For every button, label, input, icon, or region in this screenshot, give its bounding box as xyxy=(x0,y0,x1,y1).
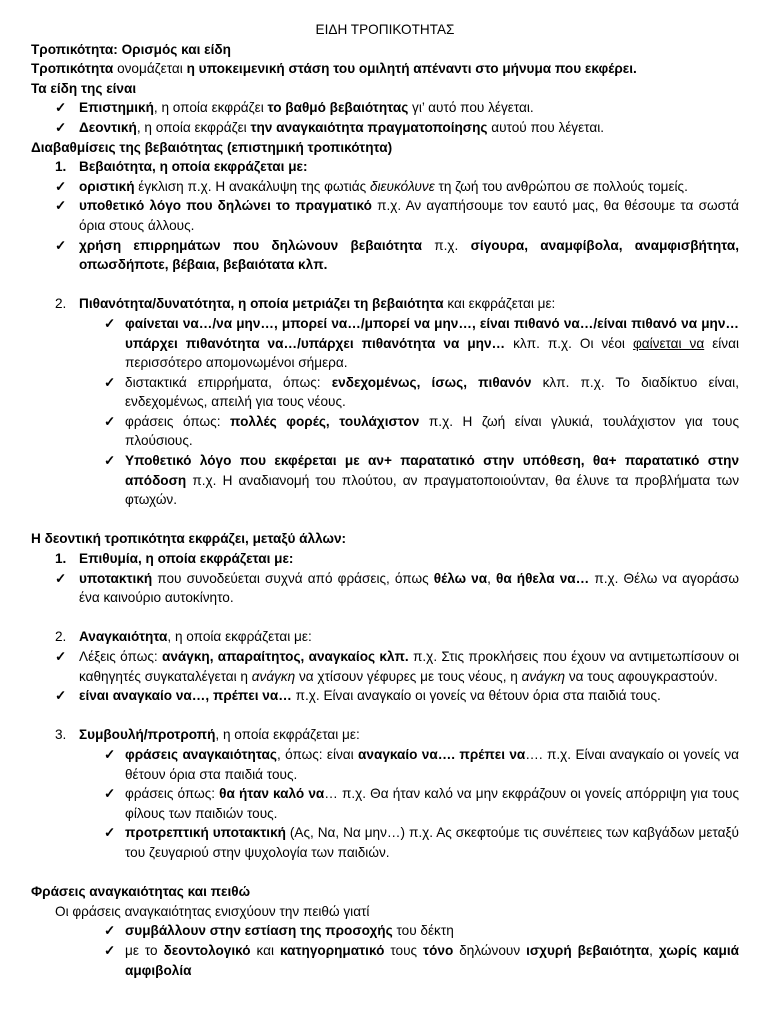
text: είναι αναγκαίο να…, πρέπει να… xyxy=(79,688,292,704)
text: υποτακτική xyxy=(79,570,153,586)
kind-item-deontic xyxy=(31,118,739,138)
definition-heading: Τροπικότητα: Ορισμός και είδη xyxy=(31,41,231,57)
check-icon: ✓ xyxy=(104,413,116,429)
text: θα ήθελα να… xyxy=(495,570,590,586)
text: π.χ. Η ζωή είναι γλυκιά, τουλάχιστον για τους πλούσιους. xyxy=(125,413,739,449)
text: φράσεις αναγκαιότητας xyxy=(125,746,277,762)
text: φράσεις όπως: xyxy=(125,413,231,429)
desire-heading xyxy=(31,549,739,569)
list-number: 3. xyxy=(55,727,67,743)
advice-item-hortative xyxy=(31,823,739,862)
certainty-heading xyxy=(31,157,739,177)
list-number: 1. xyxy=(55,159,67,175)
text: αυτού που λέγεται. xyxy=(487,119,604,135)
persuasion-item-tone xyxy=(31,941,739,980)
persuasion-heading: Φράσεις αναγκαιότητας και πειθώ xyxy=(31,884,251,900)
text: που συνοδεύεται συχνά από φράσεις, όπως xyxy=(152,570,434,586)
text: , η οποία εκφράζεται με: xyxy=(215,727,360,743)
text: συμβάλλουν στην εστίαση της προσοχής xyxy=(125,923,393,939)
text: και εκφράζεται με: xyxy=(443,296,556,312)
persuasion-item-attention xyxy=(31,921,739,941)
necessity-item-must xyxy=(31,686,739,706)
text: Αναγκαιότητα xyxy=(79,629,168,645)
certainty-item-adverbs xyxy=(31,236,739,275)
persuasion-intro: Οι φράσεις αναγκαιότητας ενισχύουν την πειθώ γιατί xyxy=(55,903,370,919)
text: φαίνεται να xyxy=(632,335,705,351)
text: , xyxy=(649,942,659,958)
list-number: 2. xyxy=(55,296,67,312)
necessity-item-words xyxy=(31,647,739,686)
kind-item-epistemic xyxy=(31,98,739,118)
definition-line xyxy=(31,59,739,79)
check-icon: ✓ xyxy=(55,570,67,586)
check-icon: ✓ xyxy=(55,119,67,135)
advice-heading xyxy=(31,725,739,745)
check-icon: ✓ xyxy=(104,923,116,939)
text: να τους αφουγκραστούν. xyxy=(565,668,718,684)
probability-item-phrases xyxy=(31,314,739,373)
probability-item-adverbs xyxy=(31,373,739,412)
text: π.χ. xyxy=(421,237,471,253)
check-icon: ✓ xyxy=(104,453,116,469)
text: Δεοντική xyxy=(79,119,137,135)
check-icon: ✓ xyxy=(104,942,116,958)
probability-item-conditional xyxy=(31,451,739,510)
text: διστακτικά επιρρήματα, όπως: xyxy=(125,374,332,390)
text: Λέξεις όπως: xyxy=(79,649,162,664)
text: , xyxy=(487,570,496,586)
text: π.χ. Αν αγαπήσουμε τον εαυτό μας, θα θέσουμε τα σωστά όρια στους άλλους. xyxy=(79,198,739,233)
text: …. π.χ. Είναι αναγκαίο οι γονείς να θέτουν όρια στα παιδιά τους. xyxy=(125,746,740,782)
text: δεοντολογικό xyxy=(163,942,251,958)
certainty-item-indicative xyxy=(31,177,739,197)
check-icon: ✓ xyxy=(104,746,116,762)
text: ανάγκη xyxy=(521,668,566,684)
gradations-heading: Διαβαθμίσεις της βεβαιότητας (επιστημική τροπικότητα) xyxy=(31,139,393,155)
text: κλπ. π.χ. Το διαδίκτυο είναι, ενδεχομένως, απειλή για τους νέους. xyxy=(125,374,739,410)
document-page xyxy=(31,20,739,980)
check-icon: ✓ xyxy=(104,374,116,390)
text: Υποθετικό λόγο που εκφέρεται με αν+ παρατατικό στην υπόθεση, θα+ παρατατικό στην απόδοση xyxy=(125,453,739,488)
check-icon: ✓ xyxy=(55,178,67,194)
text: φράσεις όπως: xyxy=(125,786,220,802)
text: , η οποία εκφράζει xyxy=(153,100,268,116)
desire-item-subjunctive xyxy=(31,569,739,608)
text: ανάγκη, απαραίτητος, αναγκαίος κλπ. xyxy=(161,649,409,664)
definition-text: η υποκειμενική στάση του ομιλητή απέναντι στο μήνυμα που εκφέρει. xyxy=(186,61,637,77)
text: την αναγκαιότητα πραγματοποίησης xyxy=(250,119,488,135)
text: το βαθμό βεβαιότητας xyxy=(267,100,409,116)
text: π.χ. Θέλω να αγοράσω ένα καινούριο αυτοκίνητο. xyxy=(79,570,739,606)
text: τους xyxy=(384,942,424,958)
deontic-heading: Η δεοντική τροπικότητα εκφράζει, μεταξύ άλλων: xyxy=(31,531,347,547)
list-number: 2. xyxy=(55,629,67,645)
text: διευκόλυνε xyxy=(369,178,435,194)
text: προτρεπτική υποτακτική xyxy=(125,825,286,841)
check-icon: ✓ xyxy=(104,786,116,802)
certainty-item-conditional xyxy=(31,196,739,235)
document-title: ΕΙΔΗ ΤΡΟΠΙΚΟΤΗΤΑΣ xyxy=(315,22,455,37)
term: Τροπικότητα xyxy=(31,61,114,77)
check-icon: ✓ xyxy=(55,649,67,664)
text: γι’ αυτό που λέγεται. xyxy=(408,100,534,116)
check-icon: ✓ xyxy=(104,825,116,841)
text: (Ας, Να, Να μην…) π.χ. Ας σκεφτούμε τις συνέπειες των καβγάδων μεταξύ του ζευγαριού στην ψυχολογία των παιδιών. xyxy=(125,825,739,860)
advice-item-would-be-good xyxy=(31,784,739,823)
text: Βεβαιότητα, η οποία εκφράζεται με: xyxy=(79,159,308,175)
text: δηλώνουν xyxy=(453,942,527,958)
text: σίγουρα, αναμφίβολα, αναμφισβήτητα, οπωσδήποτε, βέβαια, βεβαιότατα κλπ. xyxy=(79,237,739,273)
text: κατηγορηματικό xyxy=(280,942,385,958)
necessity-heading xyxy=(31,627,739,647)
text: π.χ. Είναι αναγκαίο οι γονείς να θέτουν όρια στα παιδιά τους. xyxy=(291,688,661,704)
text: τη ζωή του ανθρώπου σε πολλούς τομείς. xyxy=(434,178,688,194)
check-icon: ✓ xyxy=(55,100,67,116)
text: πολλές φορές, τουλάχιστον xyxy=(230,413,420,429)
text: , η οποία εκφράζεται με: xyxy=(167,629,312,645)
text: θέλω να xyxy=(433,570,488,586)
text: π.χ. Στις προκλήσεις που έχουν να αντιμετωπίσουν οι καθηγητές συγκαταλέγεται η xyxy=(79,649,739,684)
text: , όπως: είναι xyxy=(276,746,359,762)
text: χρήση επιρρημάτων που δηλώνουν βεβαιότητα xyxy=(79,237,422,253)
list-number: 1. xyxy=(55,551,67,567)
check-icon: ✓ xyxy=(55,688,67,704)
text: είναι περισσότερο απομονωμένοι σήμερα. xyxy=(125,335,739,371)
text: Συμβουλή/προτροπή xyxy=(79,727,216,743)
text: , η οποία εκφράζει xyxy=(136,119,251,135)
kinds-heading: Τα είδη της είναι xyxy=(31,80,137,96)
text: κλπ. π.χ. Οι νέοι xyxy=(505,335,633,351)
text: ισχυρή βεβαιότητα xyxy=(526,942,650,958)
probability-item-expressions xyxy=(31,412,739,451)
text: του δέκτη xyxy=(392,923,454,939)
text: να χτίσουν γέφυρες με τους νέους, η xyxy=(295,668,522,684)
text: χωρίς καμιά αμφιβολία xyxy=(125,942,739,978)
advice-item-necessity-phrases xyxy=(31,745,739,784)
text: φαίνεται να…/να μην…, μπορεί να…/μπορεί να μην…, είναι πιθανό να…/είναι πιθανό να μην… υπάρχει πιθανότητα να…/υπάρχει πιθανότητα να μην… xyxy=(125,315,739,351)
text: θα ήταν καλό να xyxy=(219,786,325,802)
text: και xyxy=(250,942,280,958)
text: τόνο xyxy=(423,942,454,958)
text: οριστική xyxy=(79,178,135,194)
text: υποθετικό λόγο που δηλώνει το πραγματικό xyxy=(79,198,372,214)
text: ανάγκη xyxy=(251,668,296,684)
text: Πιθανότητα/δυνατότητα, η οποία μετριάζει τη βεβαιότητα xyxy=(79,296,444,312)
text: αναγκαίο να…. πρέπει να xyxy=(358,746,526,762)
text: π.χ. Η αναδιανομή του πλούτου, αν πραγματοποιούνταν, θα έλυνε τα προβλήματα των φτωχών. xyxy=(125,472,739,508)
text: ενδεχομένως, ίσως, πιθανόν xyxy=(331,374,532,390)
check-icon: ✓ xyxy=(55,198,67,214)
check-icon: ✓ xyxy=(55,237,67,253)
check-icon: ✓ xyxy=(104,315,116,331)
text: Επιστημική xyxy=(79,100,154,116)
text: με το xyxy=(125,942,164,958)
text: ονομάζεται xyxy=(113,61,187,77)
text: Επιθυμία, η οποία εκφράζεται με: xyxy=(79,551,294,567)
text: έγκλιση π.χ. Η ανακάλυψη της φωτιάς xyxy=(134,178,370,194)
probability-heading xyxy=(31,294,739,314)
text: … π.χ. Θα ήταν καλό να μην εκφράζουν οι γονείς απόρριψη για τους φίλους των παιδιών τους. xyxy=(125,786,739,821)
